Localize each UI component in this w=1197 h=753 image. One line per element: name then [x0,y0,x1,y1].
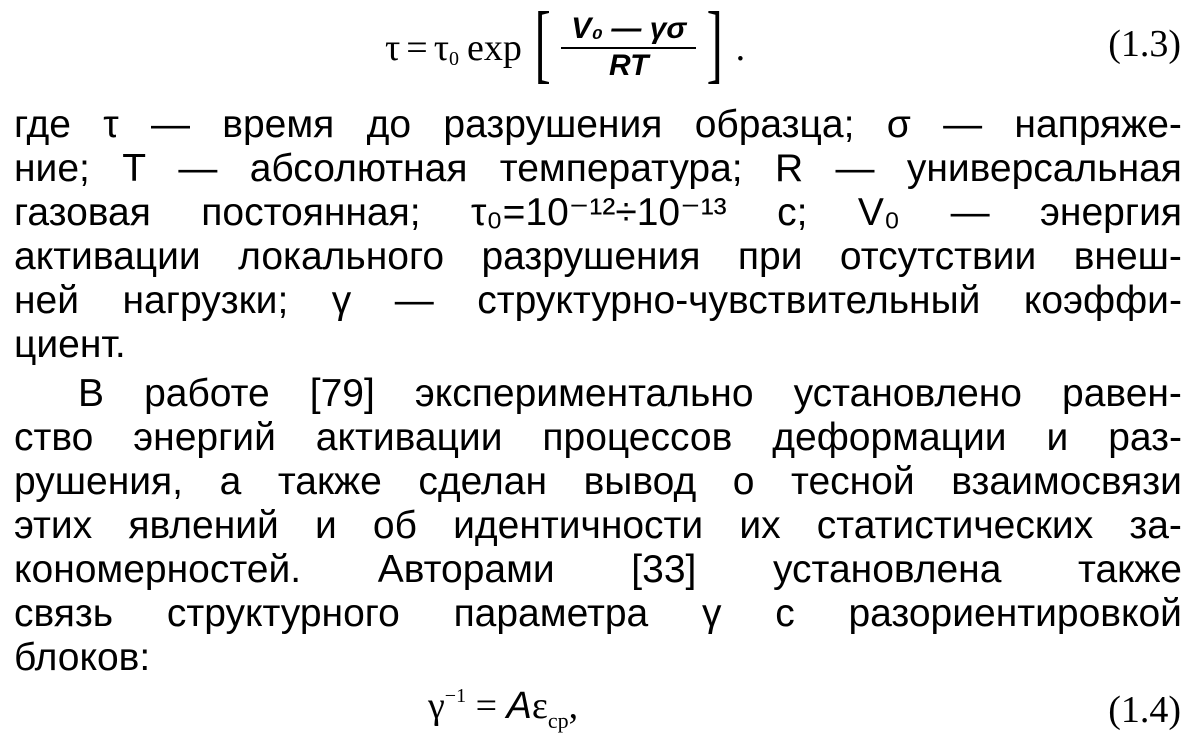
equation-number-1-4: (1.4) [1108,689,1181,731]
word: рушения, [14,460,184,503]
word: ние; [14,147,90,190]
word: универсальная [906,147,1182,190]
word: V₀ [857,191,901,234]
word: напряже- [1014,103,1182,146]
word: деформации [772,416,1007,459]
word: кономерностей. [14,548,302,591]
word: с; [777,191,808,234]
word: τ [103,103,119,146]
eq13-numerator: V₀ — γσ [561,14,696,49]
word: связь [14,592,114,635]
equation-1-3 [385,0,745,95]
word: установлено [793,372,1022,415]
eq13-bracket-close: ] [706,0,724,92]
word: и [1046,416,1069,459]
eq14-A: A [506,685,532,727]
word: статистических [816,504,1094,547]
word: активации [14,235,201,278]
word: отсутствии [839,235,1037,278]
eq13-exp: exp [467,26,522,69]
word: с [775,592,795,635]
word: энергий [133,416,276,459]
word: абсолютная [249,147,468,190]
word: τ₀=10⁻¹²÷10⁻¹³ [471,191,727,234]
word: также [277,460,382,503]
word: установлена [772,548,1002,591]
eq14-epsilon: ε [531,685,548,727]
word: разрушения [481,235,701,278]
word: нагрузки; [122,279,289,322]
paragraph-main [14,372,1182,680]
text-line [14,235,1182,279]
word: — [394,279,434,322]
text-line [14,460,1182,504]
eq14-sub: ср [547,708,569,733]
word: а [219,460,242,503]
word: [33] [631,548,697,591]
word: — [178,147,218,190]
word: о [732,460,755,503]
equation-1-4 [428,684,579,733]
word: γ [701,592,722,635]
word: блоков: [14,636,151,679]
text-line [14,372,1182,416]
word: где [14,103,71,146]
word: до [366,103,412,146]
eq13-tau: τ [433,26,449,69]
eq13-lhs: τ [385,26,401,69]
word: — [835,147,875,190]
word: процессов [542,416,733,459]
eq13-bracket-open: [ [534,0,551,92]
word: их [739,504,781,547]
text-line [14,279,1182,323]
eq13-denominator: RT [609,49,649,82]
eq13-fraction [561,14,696,81]
word: газовая [14,191,151,234]
text-line [14,416,1182,460]
word: R [774,147,804,190]
word: об [372,504,417,547]
text-line [14,592,1182,636]
word: постоянная; [201,191,421,234]
text-line [14,548,1182,592]
word: параметра [453,592,649,635]
word: взаимосвязи [951,460,1182,503]
word: равен- [1062,372,1182,415]
eq13-sub0: 0 [449,48,459,70]
word: температура; [499,147,743,190]
word: при [737,235,803,278]
word: экспериментально [414,372,754,415]
word: ней [14,279,80,322]
word: γ [331,279,352,322]
word: разрушения [443,103,663,146]
word: — [150,103,190,146]
word: [79] [309,372,375,415]
word: разориентировкой [848,592,1182,635]
eq14-equals: = [475,685,498,727]
word: — [950,191,990,234]
word: этих [14,504,93,547]
word: за- [1129,504,1182,547]
eq13-equals: = [406,26,428,69]
word: активации [315,416,503,459]
word: циент. [14,323,126,366]
word: время [222,103,335,146]
word: раз- [1108,416,1182,459]
word: также [1078,548,1182,591]
word: работе [144,372,270,415]
word: сделан [418,460,548,503]
text-line [14,323,1182,367]
word: явлений [128,504,279,547]
word: T [122,147,147,190]
eq13-dot: . [735,26,746,69]
eq14-sup: −1 [444,685,467,707]
text-line [14,504,1182,548]
eq14-gamma: γ [428,685,445,727]
text-line [14,147,1182,191]
text-line [14,191,1182,235]
paragraph-definitions [14,103,1182,367]
word: — [943,103,983,146]
equation-number-1-3: (1.3) [1108,23,1181,65]
word: энергия [1040,191,1182,234]
eq14-comma: , [568,685,579,727]
word: внеш- [1073,235,1182,278]
word: ство [14,416,94,459]
word: и [314,504,337,547]
word: структурного [166,592,400,635]
word: коэффи- [1023,279,1182,322]
text-line [14,636,1182,680]
word: образца; [694,103,855,146]
word: вывод [583,460,697,503]
word: локального [238,235,445,278]
text-line [14,103,1182,147]
word: тесной [791,460,915,503]
word: σ [886,103,911,146]
word: Авторами [377,548,555,591]
word: структурно-чувствительный [477,279,981,322]
word: В [78,372,105,415]
word: идентичности [453,504,704,547]
